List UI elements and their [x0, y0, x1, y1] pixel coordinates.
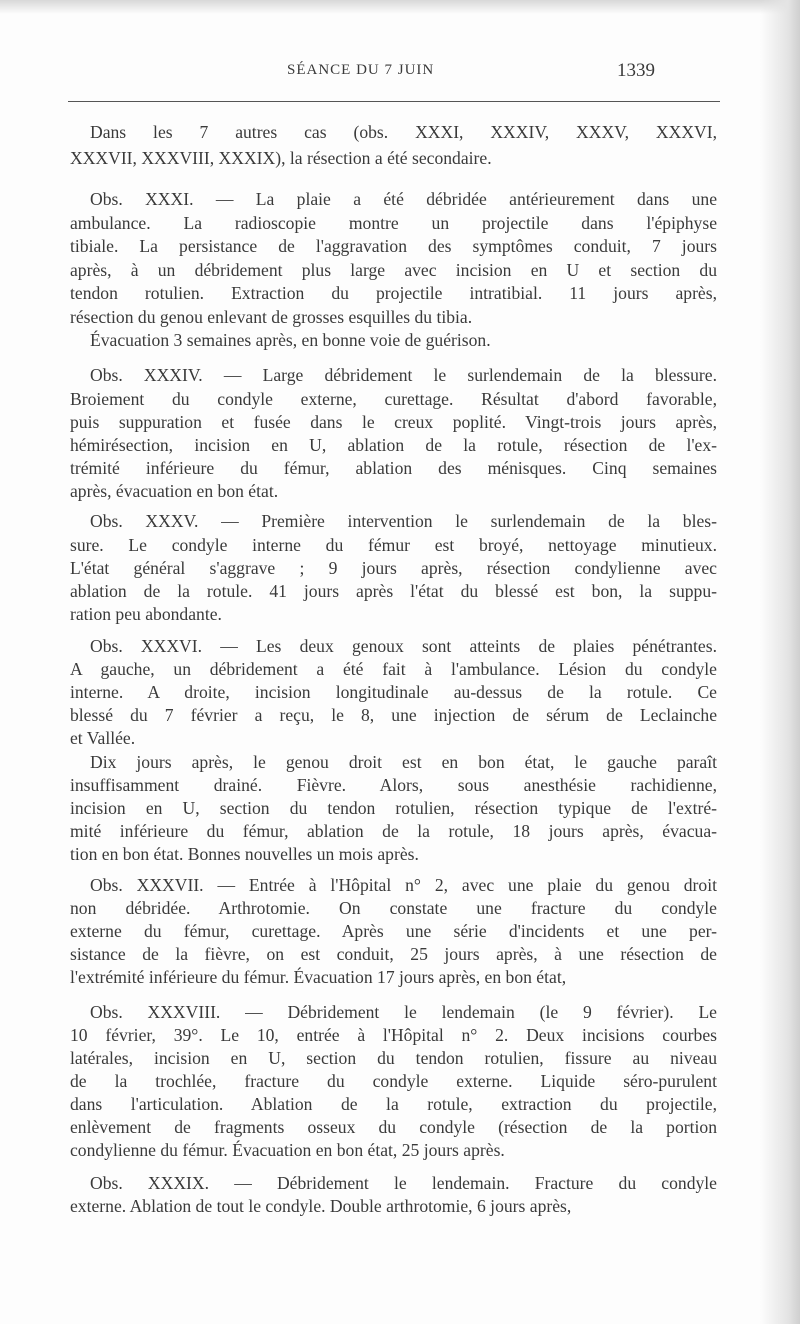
text-line: Obs. XXXV. — Première intervention le surlendemain de la bles- [90, 511, 717, 531]
text-line: mité inférieure du fémur, ablation de la rotule, 18 jours après, évacua- [70, 821, 717, 841]
text-line: l'extrémité inférieure du fémur. Évacuation 17 jours après, en bon état, [70, 967, 567, 987]
text-line: externe. Ablation de tout le condyle. Double arthrotomie, 6 jours après, [70, 1196, 572, 1216]
text-line: ambulance. La radioscopie montre un projectile dans l'épiphyse [70, 213, 717, 233]
text-line: XXXVII, XXXVIII, XXXIX), la résection a été secondaire. [70, 148, 492, 168]
text-line: puis suppuration et fusée dans le creux poplité. Vingt-trois jours après, [70, 412, 717, 432]
text-line: externe du fémur, curettage. Après une série d'incidents et une per- [70, 921, 717, 941]
text-line: Obs. XXXI. — La plaie a été débridée antérieurement dans une [90, 189, 717, 209]
text-line: Dans les 7 autres cas (obs. XXXI, XXXIV, XXXV, XXXVI, [90, 122, 717, 142]
text-line: Obs. XXXIV. — Large débridement le surlendemain de la blessure. [90, 365, 717, 385]
text-line: A gauche, un débridement a été fait à l'ambulance. Lésion du condyle [70, 659, 717, 679]
text-line: tendon rotulien. Extraction du projectile intratibial. 11 jours après, [70, 283, 717, 303]
scan-right-edge [760, 0, 800, 1324]
text-line: Obs. XXXIX. — Débridement le lendemain. Fracture du condyle [90, 1173, 717, 1193]
text-line: Évacuation 3 semaines après, en bonne voie de guérison. [90, 330, 491, 350]
header-title: SÉANCE DU 7 JUIN [287, 62, 435, 78]
text-line: après, à un débridement plus large avec incision en U et section du [70, 260, 717, 280]
text-line: Obs. XXXVI. — Les deux genoux sont atteints de plaies pénétrantes. [90, 636, 717, 656]
text-line: 10 février, 39°. Le 10, entrée à l'Hôpital n° 2. Deux incisions courbes [70, 1025, 717, 1045]
text-line: incision en U, section du tendon rotulien, résection typique de l'extré- [70, 798, 717, 818]
text-line: ablation de la rotule. 41 jours après l'état du blessé est bon, la suppu- [70, 581, 717, 601]
text-line: résection du genou enlevant de grosses esquilles du tibia. [70, 307, 473, 327]
header-rule [68, 101, 720, 102]
text-line: ration peu abondante. [70, 604, 222, 624]
text-line: tion en bon état. Bonnes nouvelles un mois après. [70, 844, 419, 864]
text-line: Obs. XXXVIII. — Débridement le lendemain (le 9 février). Le [90, 1002, 717, 1022]
text-line: enlèvement de fragments osseux du condyle (résection de la portion [70, 1117, 717, 1137]
text-line: hémirésection, incision en U, ablation de la rotule, résection de l'ex- [70, 435, 717, 455]
text-line: tibiale. La persistance de l'aggravation des symptômes conduit, 7 jours [70, 236, 717, 256]
text-line: et Vallée. [70, 728, 136, 748]
text-line: non débridée. Arthrotomie. On constate une fracture du condyle [70, 898, 717, 918]
text-line: insuffisamment drainé. Fièvre. Alors, sous anesthésie rachidienne, [70, 775, 717, 795]
text-line: interne. A droite, incision longitudinale au-dessus de la rotule. Ce [70, 682, 717, 702]
text-line: sure. Le condyle interne du fémur est broyé, nettoyage minutieux. [70, 535, 717, 555]
page-number: 1339 [617, 60, 655, 81]
text-line: Broiement du condyle externe, curettage. Résultat d'abord favorable, [70, 389, 717, 409]
text-line: sistance de la fièvre, on est conduit, 25 jours après, à une résection de [70, 944, 717, 964]
text-line: blessé du 7 février a reçu, le 8, une injection de sérum de Leclainche [70, 705, 717, 725]
text-line: L'état général s'aggrave ; 9 jours après, résection condylienne avec [70, 558, 717, 578]
text-line: condylienne du fémur. Évacuation en bon état, 25 jours après. [70, 1140, 505, 1160]
text-line: après, évacuation en bon état. [70, 481, 279, 501]
scan-top-edge [0, 0, 800, 14]
text-line: Dix jours après, le genou droit est en bon état, le gauche paraît [90, 752, 717, 772]
text-line: de la trochlée, fracture du condyle externe. Liquide séro-purulent [70, 1071, 717, 1091]
text-line: latérales, incision en U, section du tendon rotulien, fissure au niveau [70, 1048, 717, 1068]
text-line: Obs. XXXVII. — Entrée à l'Hôpital n° 2, avec une plaie du genou droit [90, 875, 717, 895]
text-line: dans l'articulation. Ablation de la rotule, extraction du projectile, [70, 1094, 717, 1114]
text-line: trémité inférieure du fémur, ablation des ménisques. Cinq semaines [70, 458, 717, 478]
